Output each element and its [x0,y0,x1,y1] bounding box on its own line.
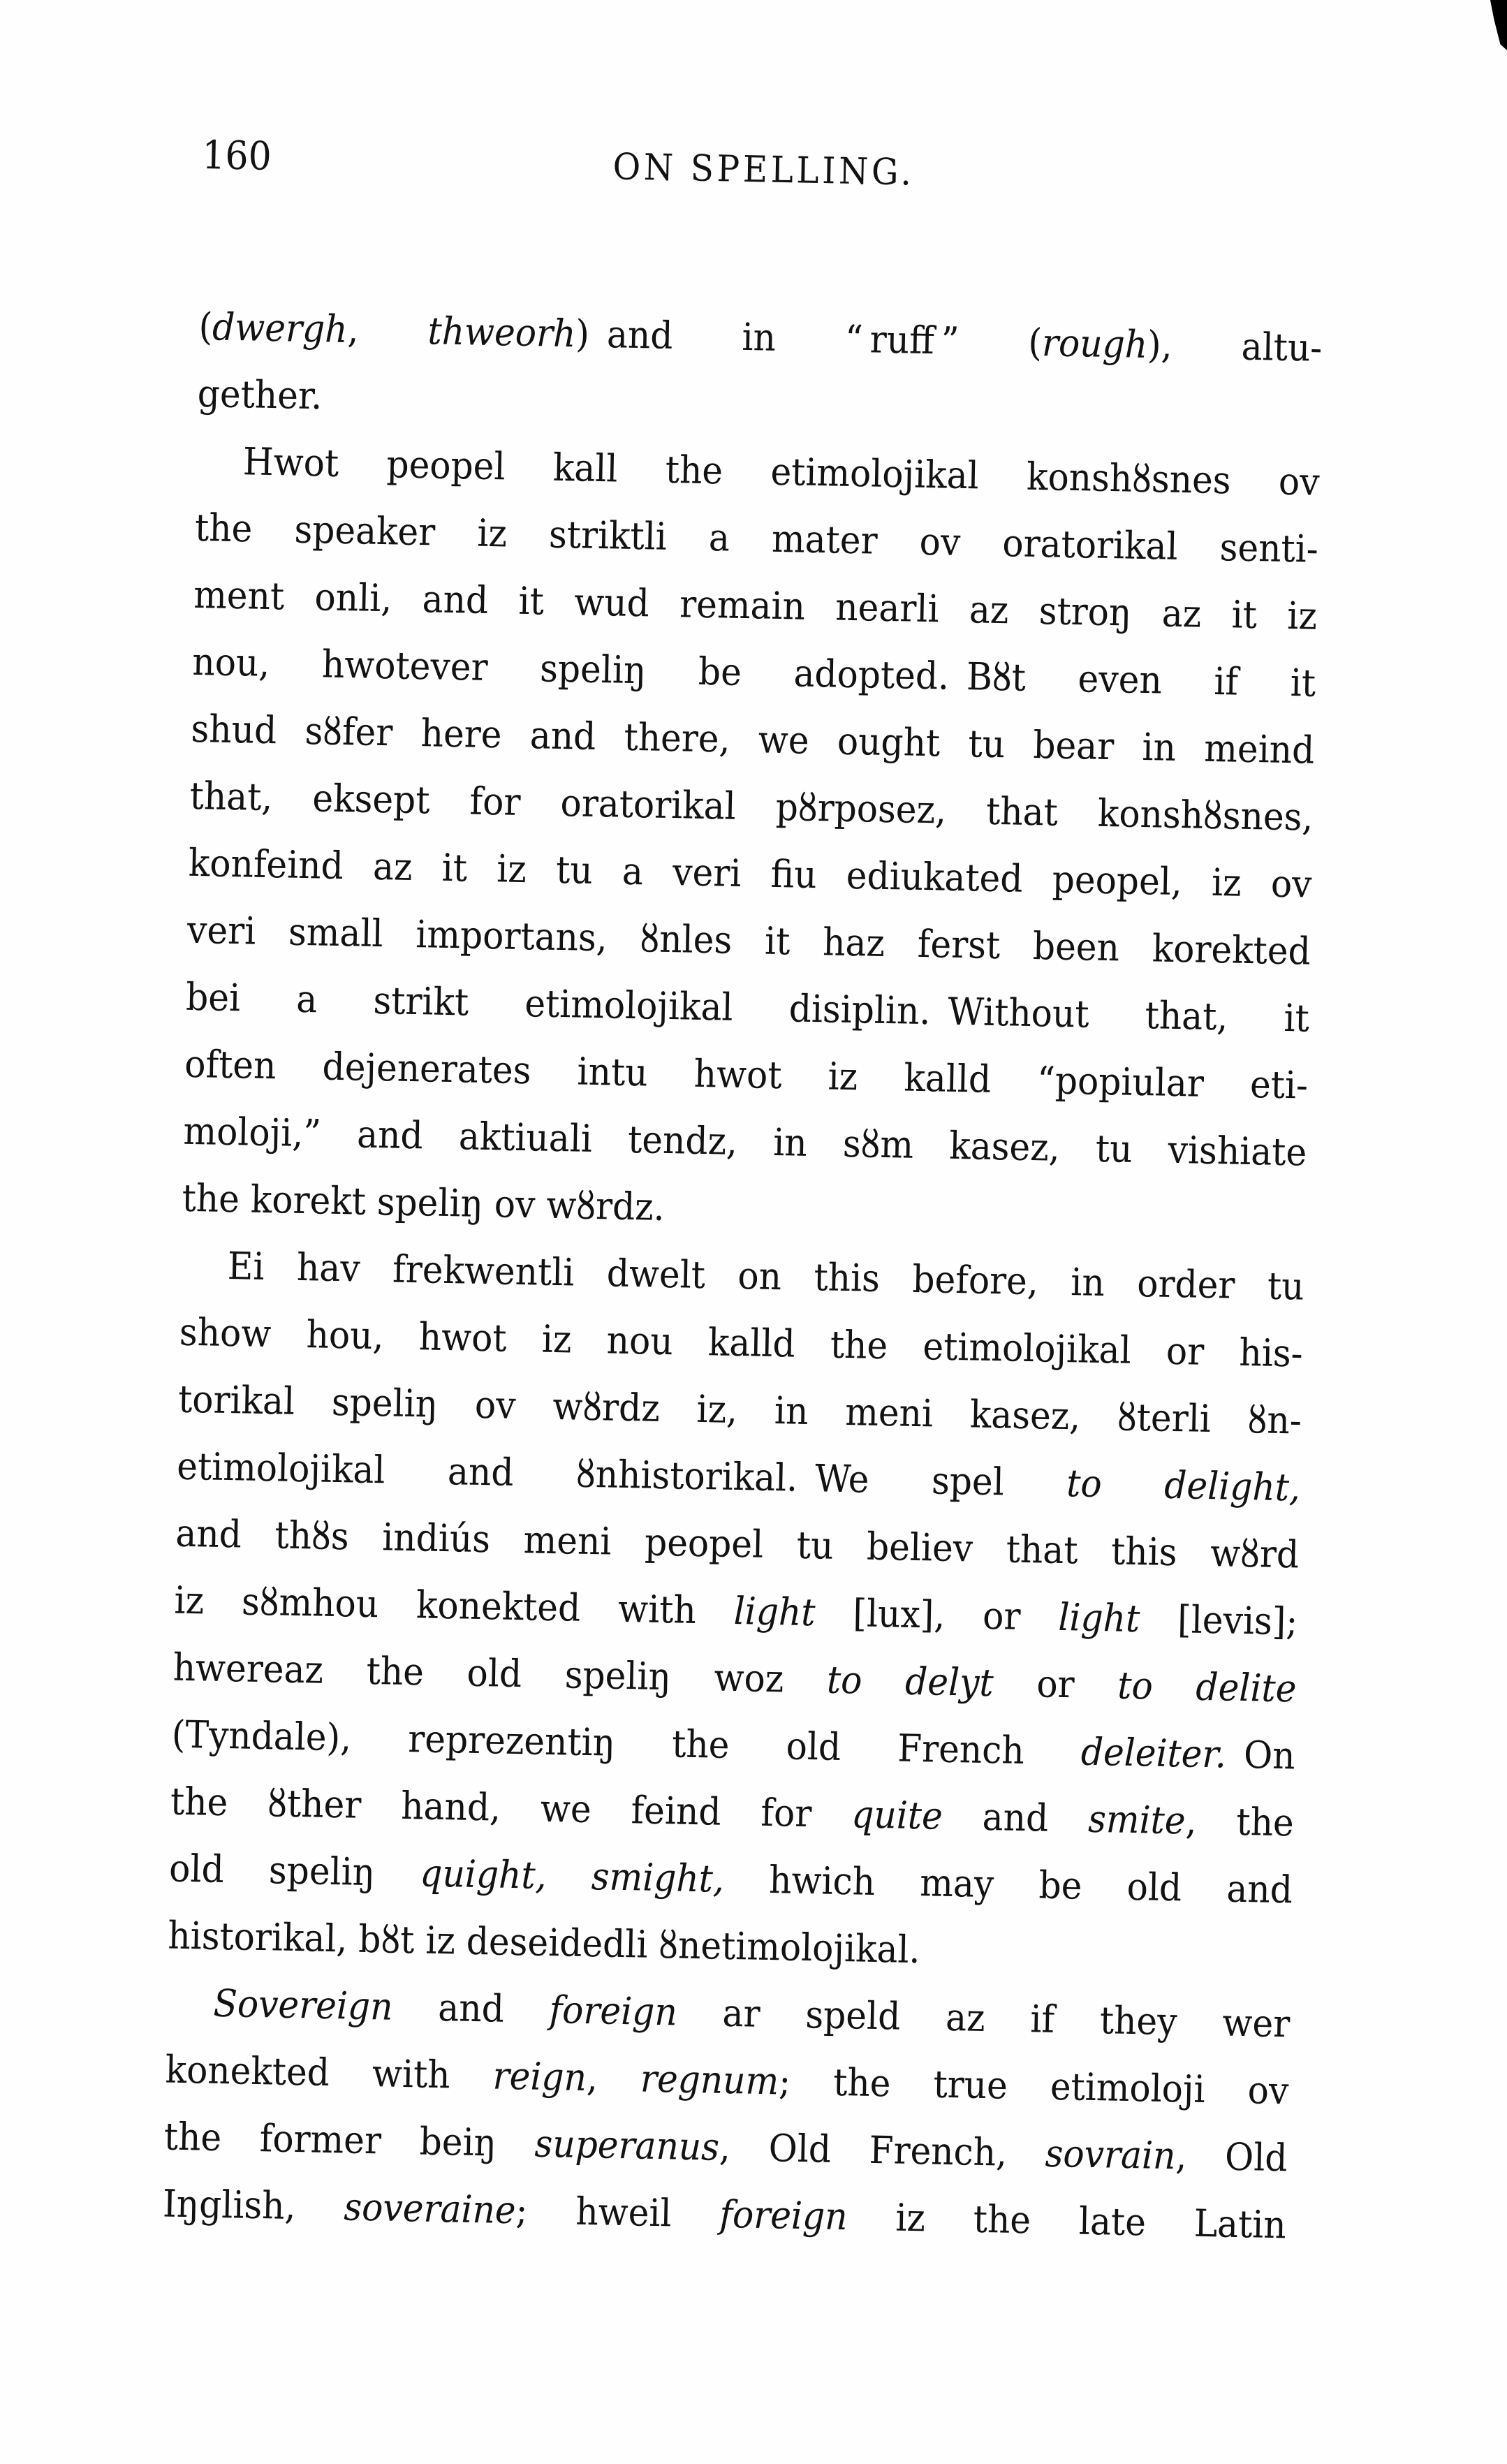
text-segment: ment onli, and it wud remain nearli az stroŋ az it iz [193,572,1318,638]
text-segment [546,1854,592,1898]
text-segment: , Old French, [719,2125,1046,2176]
italic-text-segment: foreign [549,1988,678,2034]
page-header [202,133,1326,203]
text-segment: show hou, hwot iz nou kalld the etimolojikal or his- [179,1310,1304,1376]
text-segment: gether. [197,371,323,418]
italic-text-segment: dwergh [212,305,348,352]
italic-text-segment: light [1057,1594,1140,1641]
text-segment: hwereaz the old speliŋ woz [172,1645,828,1702]
text-segment: etimolojikal and ȣnhistorikal. We spel [176,1444,1067,1506]
text-segment: the korekt speliŋ ov wȣrdz. [182,1175,666,1229]
text-segment: , [346,307,429,353]
italic-text-segment: quight, [419,1851,547,1898]
text-segment: konfeind az it iz tu a veri fiu ediukated peopel, iz ov [188,840,1313,907]
italic-text-segment: superanus [534,2121,720,2169]
text-segment: that, eksept for oratorikal pȣrposez, that konshȣsnes, [189,773,1314,839]
text-segment: old speliŋ [168,1846,421,1895]
text-segment: ), altu- [1147,323,1323,370]
text-segment: the ȣther hand, we feind for [170,1779,852,1837]
italic-text-segment: soveraine [343,2185,517,2233]
text-segment: the former beiŋ [163,2114,536,2166]
italic-text-segment: to delite [1117,1663,1298,1711]
text-segment: ( [198,304,213,349]
text-segment: On [1226,1732,1296,1778]
text-segment: konekted with [165,2047,494,2098]
text-segment: ar speld az if they wer [677,1990,1291,2046]
text-segment: Hwot peopel kall the etimolojikal konshȣsnes ov [242,439,1321,504]
italic-text-segment: Sovereign [212,1981,394,2029]
text-segment: hwich may be old and [723,1856,1293,1912]
text-segment: Ei hav frekwentli dwelt on this before, in order tu [227,1243,1305,1309]
text-segment: torikal speliŋ ov wȣrdz iz, in meni kasez, ȣterli ȣn- [177,1377,1302,1443]
text-segment: often dejenerates intu hwot iz kalld “popiular eti- [184,1041,1309,1108]
text-segment: iz the late Latin [846,2194,1287,2247]
text-segment: ; hweil [515,2188,721,2236]
italic-text-segment: rough [1041,321,1148,367]
text-block [162,293,1323,2259]
text-segment: nou, hwotever speliŋ be adopted. Bȣt even if it [191,639,1316,705]
text-segment: (Tyndale), reprezentiŋ the old French [171,1712,1082,1774]
text-segment: [levis]; [1139,1597,1298,1644]
italic-text-segment: to delight, [1066,1461,1301,1510]
text-segment: and [942,1794,1089,1841]
scan-artifact-corner [1490,0,1507,50]
text-segment: bei a strikt etimolojikal disiplin. Without that, it [185,974,1310,1041]
text-segment: , the [1184,1798,1295,1845]
text-segment: ) and in “ ruff ” ( [575,311,1043,365]
page-number: 160 [201,133,272,179]
text-segment: [lux], or [814,1590,1059,1639]
italic-text-segment: quite [851,1792,943,1838]
italic-text-segment: sovrain [1045,2131,1177,2178]
text-segment: or [993,1661,1118,1708]
text-segment: iz sȣmhou konekted with [174,1578,735,1633]
italic-text-segment: foreign [719,2192,848,2239]
text-segment: the speaker iz striktli a mater ov oratorikal senti- [194,505,1319,571]
text-segment: , Old [1175,2134,1288,2180]
text-segment: ; the true etimoloji ov [778,2059,1289,2113]
text-segment: shud sȣfer here and there, we ought tu bear in meind [191,706,1315,772]
italic-text-segment: thweorh [427,309,577,356]
text-segment: veri small importans, ȣnles it haz ferst been korekted [186,907,1311,974]
text-segment: and thȣs indiús meni peopel tu believ that this wȣrd [175,1511,1300,1577]
text-segment: and [392,1984,550,2032]
italic-text-segment: smite [1087,1796,1186,1843]
italic-text-segment: light [733,1589,816,1635]
text-segment: moloji,” and aktiuali tendz, in sȣm kasez, tu vishiate [182,1108,1307,1175]
running-title: ON SPELLING. [612,146,916,194]
italic-text-segment: deleiter. [1080,1729,1227,1777]
text-segment: Iŋglish, [162,2181,345,2229]
text-segment: , [586,2055,641,2101]
italic-text-segment: reign [492,2053,587,2100]
italic-text-segment: smight, [591,1854,725,1901]
text-segment: historikal, bȣt iz deseidedli ȣnetimolojikal. [167,1913,921,1972]
italic-text-segment: regnum [640,2056,779,2104]
italic-text-segment: to delyt [826,1657,994,1706]
